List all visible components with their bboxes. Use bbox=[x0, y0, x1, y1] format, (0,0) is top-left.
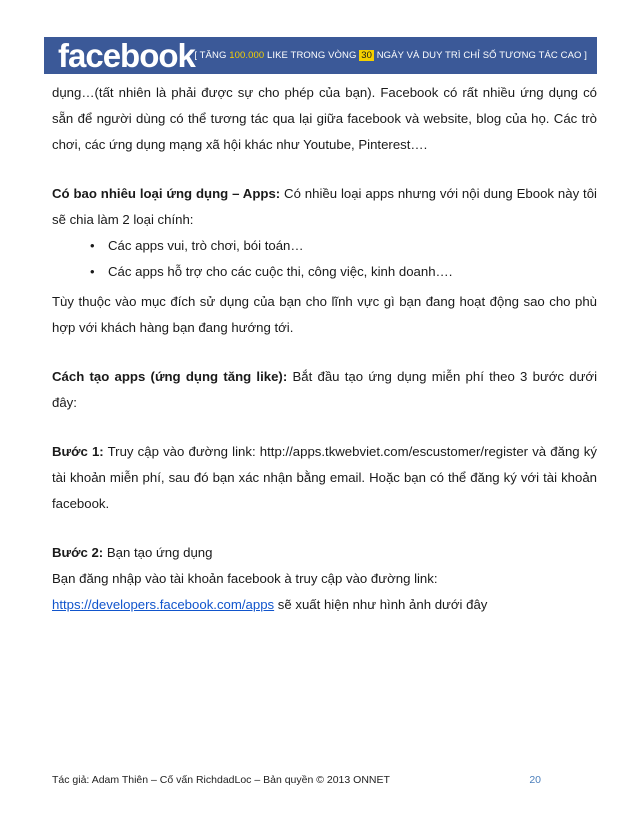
paragraph-step-2 bbox=[52, 540, 597, 566]
app-types-heading: Có bao nhiêu loại ứng dụng – Apps: bbox=[52, 186, 281, 201]
paragraph-purpose: Tùy thuộc vào mục đích sử dụng của bạn cho lĩnh vực gì bạn đang hoạt động sao cho phù hợp với khách hàng bạn đang hướng tới. bbox=[52, 294, 597, 335]
paragraph-how-to bbox=[52, 364, 597, 416]
tagline-text-1: [ TĂNG bbox=[194, 50, 230, 61]
step-1-text: Truy cập vào đường link: http://apps.tkwebviet.com/escustomer/register và đăng ký tài khoản miễn phí, sau đó bạn xác nhận bằng email. Hoặc bạn có thể đăng ký với tài khoản facebook. bbox=[52, 444, 597, 511]
list-item: • Các apps hỗ trợ cho các cuộc thi, công việc, kinh doanh…. bbox=[52, 259, 597, 285]
paragraph-intro: dụng…(tất nhiên là phải được sự cho phép của bạn). Facebook có rất nhiều ứng dụng có sẵn để người dùng có thể tương tác qua lại giữa facebook và website, blog của họ. Các trò chơi, các ứng dụng mạng xã hội khác như Youtube, Pinterest…. bbox=[52, 85, 597, 152]
step-2-label: Bước 2: bbox=[52, 545, 104, 560]
list-item: • Các apps vui, trò chơi, bói toán… bbox=[52, 233, 597, 259]
tagline-text-3: NGÀY VÀ DUY TRÌ CHỈ SỐ TƯƠNG TÁC CAO ] bbox=[373, 50, 587, 61]
app-types-list bbox=[52, 233, 597, 285]
paragraph-link bbox=[52, 592, 597, 618]
app-types-text: Có nhiều loại apps nhưng với nội dung Ebook này tôi sẽ chia làm 2 loại chính: bbox=[52, 186, 597, 227]
how-to-heading: Cách tạo apps (ứng dụng tăng like): bbox=[52, 369, 288, 384]
tagline-number-1: 100.000 bbox=[229, 50, 265, 61]
header-banner bbox=[44, 37, 597, 74]
facebook-logo: facebook bbox=[58, 37, 195, 74]
page-number: 20 bbox=[529, 774, 541, 786]
paragraph-app-types bbox=[52, 181, 597, 233]
step-1-label: Bước 1: bbox=[52, 444, 104, 459]
tagline-text-2: LIKE TRONG VÒNG bbox=[264, 50, 360, 61]
page-footer bbox=[52, 774, 597, 786]
how-to-text: Bắt đầu tạo ứng dụng miễn phí theo 3 bước dưới đây: bbox=[52, 369, 598, 410]
paragraph-step-1 bbox=[52, 439, 597, 517]
tagline-number-2: 30 bbox=[361, 50, 372, 61]
step-2-text: Bạn tạo ứng dụng bbox=[103, 545, 213, 560]
body-content bbox=[52, 80, 597, 618]
developers-link[interactable]: https://developers.facebook.com/apps bbox=[52, 597, 275, 612]
paragraph-login: Bạn đăng nhập vào tài khoản facebook à truy cập vào đường link: bbox=[52, 571, 438, 586]
link-followup-text: sẽ xuất hiện như hình ảnh dưới đây bbox=[274, 597, 488, 612]
footer-credit: Tác giả: Adam Thiên – Cố vấn RichdadLoc – Bản quyền © 2013 ONNET bbox=[52, 774, 390, 786]
banner-tagline bbox=[194, 37, 587, 74]
